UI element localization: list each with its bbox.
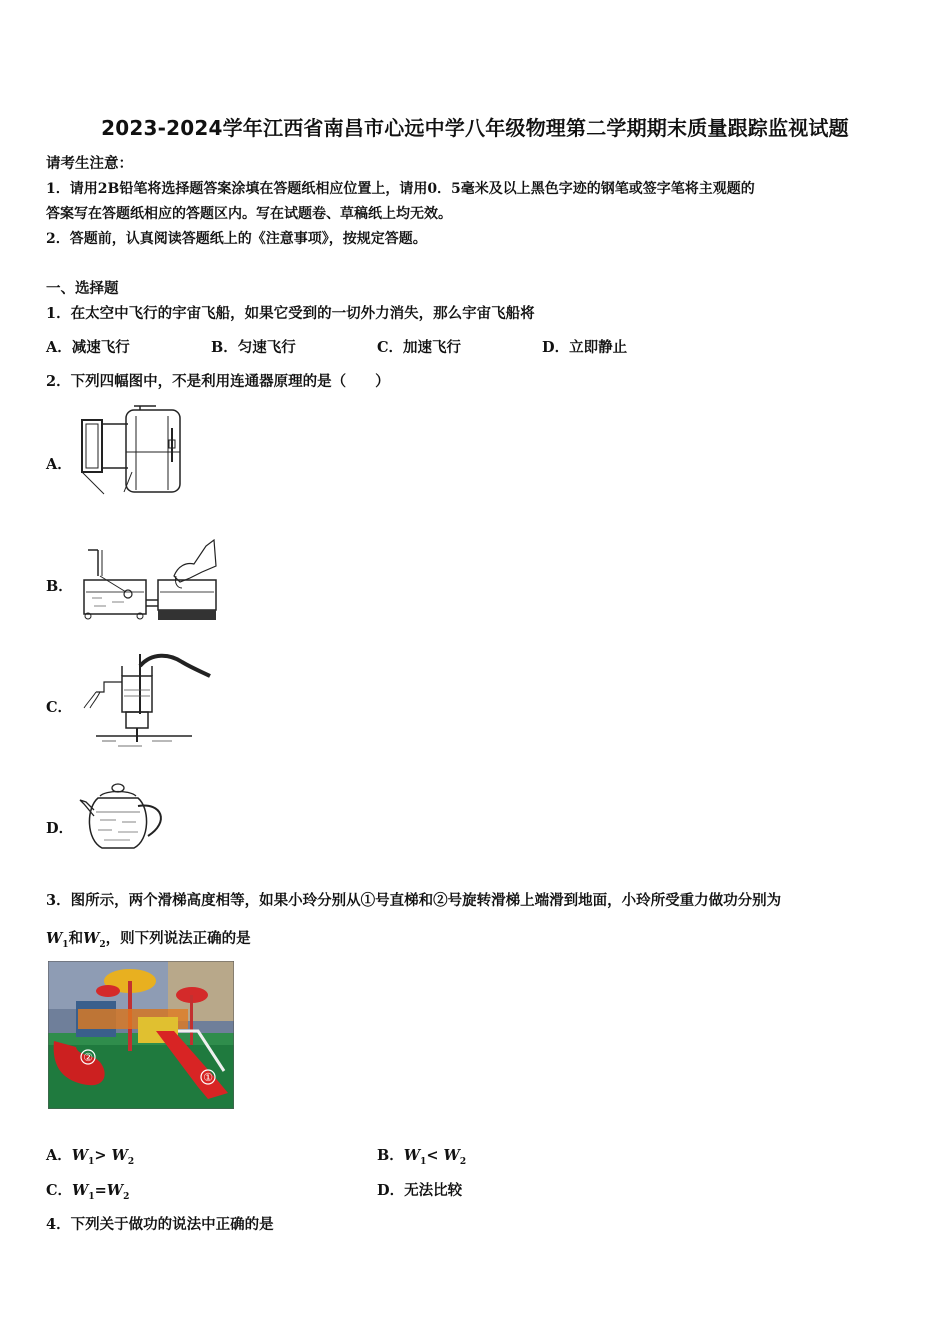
w1-subscript: 1 <box>62 939 69 950</box>
w2-subscript: 2 <box>99 939 106 950</box>
question-2-option-b-label[interactable]: B． <box>46 578 73 595</box>
question-1-option-d[interactable]: D．立即静止 <box>542 339 628 356</box>
option-b-sub2: 2 <box>459 1156 467 1167</box>
question-3-option-c[interactable] <box>46 1179 129 1202</box>
option-b-prefix: B． <box>377 1147 404 1164</box>
question-1-option-b[interactable]: B．匀速飞行 <box>211 339 296 356</box>
option-a-prefix: A． <box>46 1147 72 1164</box>
w1-symbol: W <box>46 930 63 947</box>
option-a-w2: W <box>111 1147 128 1164</box>
option-b-w2: W <box>443 1147 460 1164</box>
and-text: 和 <box>68 930 84 947</box>
question-3-stem-line-2 <box>46 927 251 950</box>
water-pump-figure <box>82 646 214 750</box>
option-a-sub2: 2 <box>127 1156 135 1167</box>
question-1-option-a[interactable]: A．减速飞行 <box>46 339 130 356</box>
water-trough-figure <box>82 536 218 624</box>
question-1-stem: 1．在太空中飞行的宇宙飞船，如果它受到的一切外力消失，那么宇宙飞船将 <box>46 305 535 322</box>
option-a-w1: W <box>71 1147 89 1164</box>
question-3-stem-line-1: 3．图所示，两个滑梯高度相等，如果小玲分别从①号直梯和②号旋转滑梯上端滑到地面，小玲所受重力做功分别为 <box>46 892 782 909</box>
option-b-relation: < <box>426 1147 439 1164</box>
option-b-w1: W <box>403 1147 421 1164</box>
question-2-option-d-label[interactable]: D． <box>46 820 74 837</box>
playground-slide-photo <box>48 961 234 1109</box>
option-c-sub2: 2 <box>123 1191 130 1202</box>
notice-item-1-line-1: 1．请用2B铅笔将选择题答案涂填在答题纸相应位置上，请用0．5毫米及以上黑色字迹的钢笔或签字笔将主观题的 <box>46 181 755 197</box>
question-3-option-d[interactable]: D．无法比较 <box>377 1182 463 1199</box>
question-3-option-b[interactable] <box>377 1144 466 1167</box>
question-3-option-a[interactable] <box>46 1144 134 1167</box>
slide-marker-2: ② <box>83 1051 93 1064</box>
notice-item-1-line-2: 答案写在答题纸相应的答题区内。写在试题卷、草稿纸上均无效。 <box>46 206 452 222</box>
notice-heading: 请考生注意： <box>46 155 133 172</box>
option-a-sub1: 1 <box>88 1156 95 1167</box>
question-2-option-c-label[interactable]: C． <box>46 699 73 716</box>
option-c-w2: W <box>106 1182 124 1199</box>
boiler-gauge-figure <box>74 402 186 496</box>
question-2-stem: 2．下列四幅图中，不是利用连通器原理的是（ ） <box>46 373 390 390</box>
question-2-option-a-label[interactable]: A． <box>46 456 72 473</box>
option-b-sub1: 1 <box>420 1156 427 1167</box>
option-c-w1: W <box>72 1182 89 1199</box>
notice-item-2: 2．答题前，认真阅读答题纸上的《注意事项》，按规定答题。 <box>46 231 427 247</box>
question-1-option-c[interactable]: C．加速飞行 <box>377 339 462 356</box>
option-c-relation: = <box>94 1182 107 1199</box>
option-c-sub1: 1 <box>88 1191 95 1202</box>
question-4-stem: 4．下列关于做功的说法中正确的是 <box>46 1216 274 1233</box>
slide-marker-1: ① <box>203 1071 213 1084</box>
option-c-prefix: C． <box>46 1182 73 1199</box>
option-a-relation: > <box>94 1147 107 1164</box>
teapot-figure <box>78 782 170 854</box>
stem-tail: ，则下列说法正确的是 <box>105 930 251 947</box>
section-heading: 一、选择题 <box>46 280 119 297</box>
page-title: 2023-2024学年江西省南昌市心远中学八年级物理第二学期期末质量跟踪监视试题 <box>101 116 849 140</box>
w2-symbol: W <box>83 930 100 947</box>
